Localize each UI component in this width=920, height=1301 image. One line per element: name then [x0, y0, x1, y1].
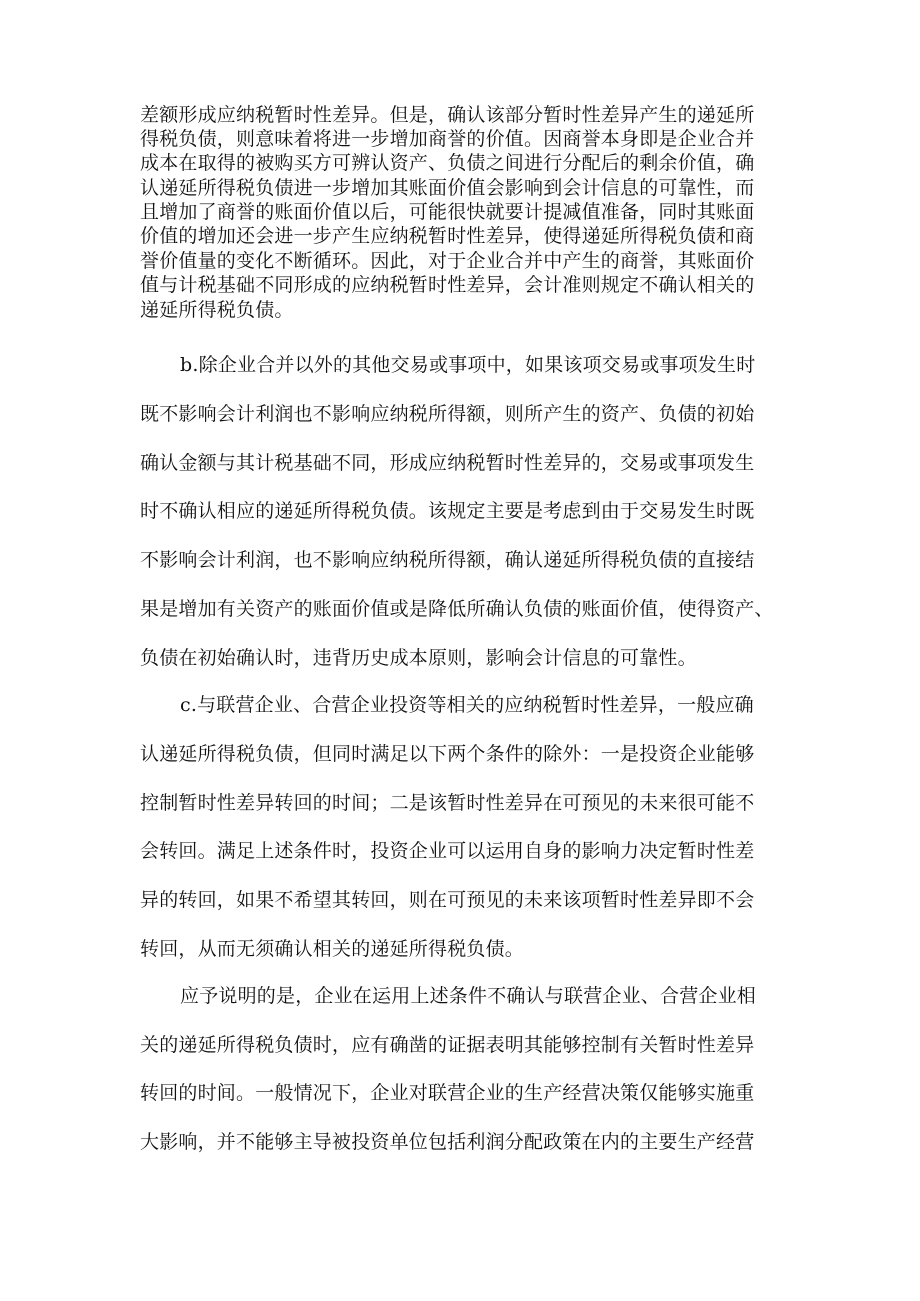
text-line: c.与联营企业、合营企业投资等相关的应纳税暂时性差异，一般应确 — [180, 694, 754, 716]
text-line: 差额形成应纳税暂时性差异。但是，确认该部分暂时性差异产生的递延所 — [140, 104, 755, 126]
text-line: 大影响，并不能够主导被投资单位包括利润分配政策在内的主要生产经营 — [140, 1131, 755, 1153]
text-line: b.除企业合并以外的其他交易或事项中，如果该项交易或事项发生时 — [180, 354, 756, 376]
text-line: 关的递延所得税负债时，应有确凿的证据表明其能够控制有关暂时性差异 — [140, 1034, 755, 1056]
text-line: 控制暂时性差异转回的时间；二是该暂时性差异在可预见的未来很可能不 — [140, 792, 755, 814]
text-line: 成本在取得的被购买方可辨认资产、负债之间进行分配后的剩余价值，确 — [140, 152, 755, 174]
text-line: 转回的时间。一般情况下，企业对联营企业的生产经营决策仅能够实施重 — [140, 1082, 755, 1104]
text-line: 得税负债，则意味着将进一步增加商誉的价值。因商誉本身即是企业合并 — [140, 128, 755, 150]
text-line: 值与计税基础不同形成的应纳税暂时性差异，会计准则规定不确认相关的 — [140, 274, 755, 296]
text-line: 认递延所得税负债进一步增加其账面价值会影响到会计信息的可靠性，而 — [140, 177, 755, 199]
text-line: 递延所得税负债。 — [140, 299, 294, 321]
text-line: 价值的增加还会进一步产生应纳税暂时性差异，使得递延所得税负债和商 — [140, 225, 755, 247]
text-line: 负债在初始确认时，违背历史成本原则，影响会计信息的可靠性。 — [140, 647, 697, 669]
text-line: 会转回。满足上述条件时，投资企业可以运用自身的影响力决定暂时性差 — [140, 840, 755, 862]
text-line: 誉价值量的变化不断循环。因此，对于企业合并中产生的商誉，其账面价 — [140, 250, 755, 272]
text-line: 既不影响会计利润也不影响应纳税所得额，则所产生的资产、负债的初始 — [140, 403, 755, 425]
text-line: 果是增加有关资产的账面价值或是降低所确认负债的账面价值，使得资产、 — [140, 598, 774, 620]
text-line: 确认金额与其计税基础不同，形成应纳税暂时性差异的，交易或事项发生 — [140, 452, 755, 474]
text-line: 应予说明的是，企业在运用上述条件不确认与联营企业、合营企业相 — [180, 985, 757, 1007]
text-line: 且增加了商誉的账面价值以后，可能很快就要计提减值准备，同时其账面 — [140, 201, 755, 223]
text-line: 异的转回，如果不希望其转回，则在可预见的未来该项暂时性差异即不会 — [140, 889, 755, 911]
text-line: 认递延所得税负债，但同时满足以下两个条件的除外：一是投资企业能够 — [140, 743, 755, 765]
text-line: 转回，从而无须确认相关的递延所得税负债。 — [140, 938, 525, 960]
text-line: 时不确认相应的递延所得税负债。该规定主要是考虑到由于交易发生时既 — [140, 500, 755, 522]
text-line: 不影响会计利润，也不影响应纳税所得额，确认递延所得税负债的直接结 — [140, 549, 755, 571]
